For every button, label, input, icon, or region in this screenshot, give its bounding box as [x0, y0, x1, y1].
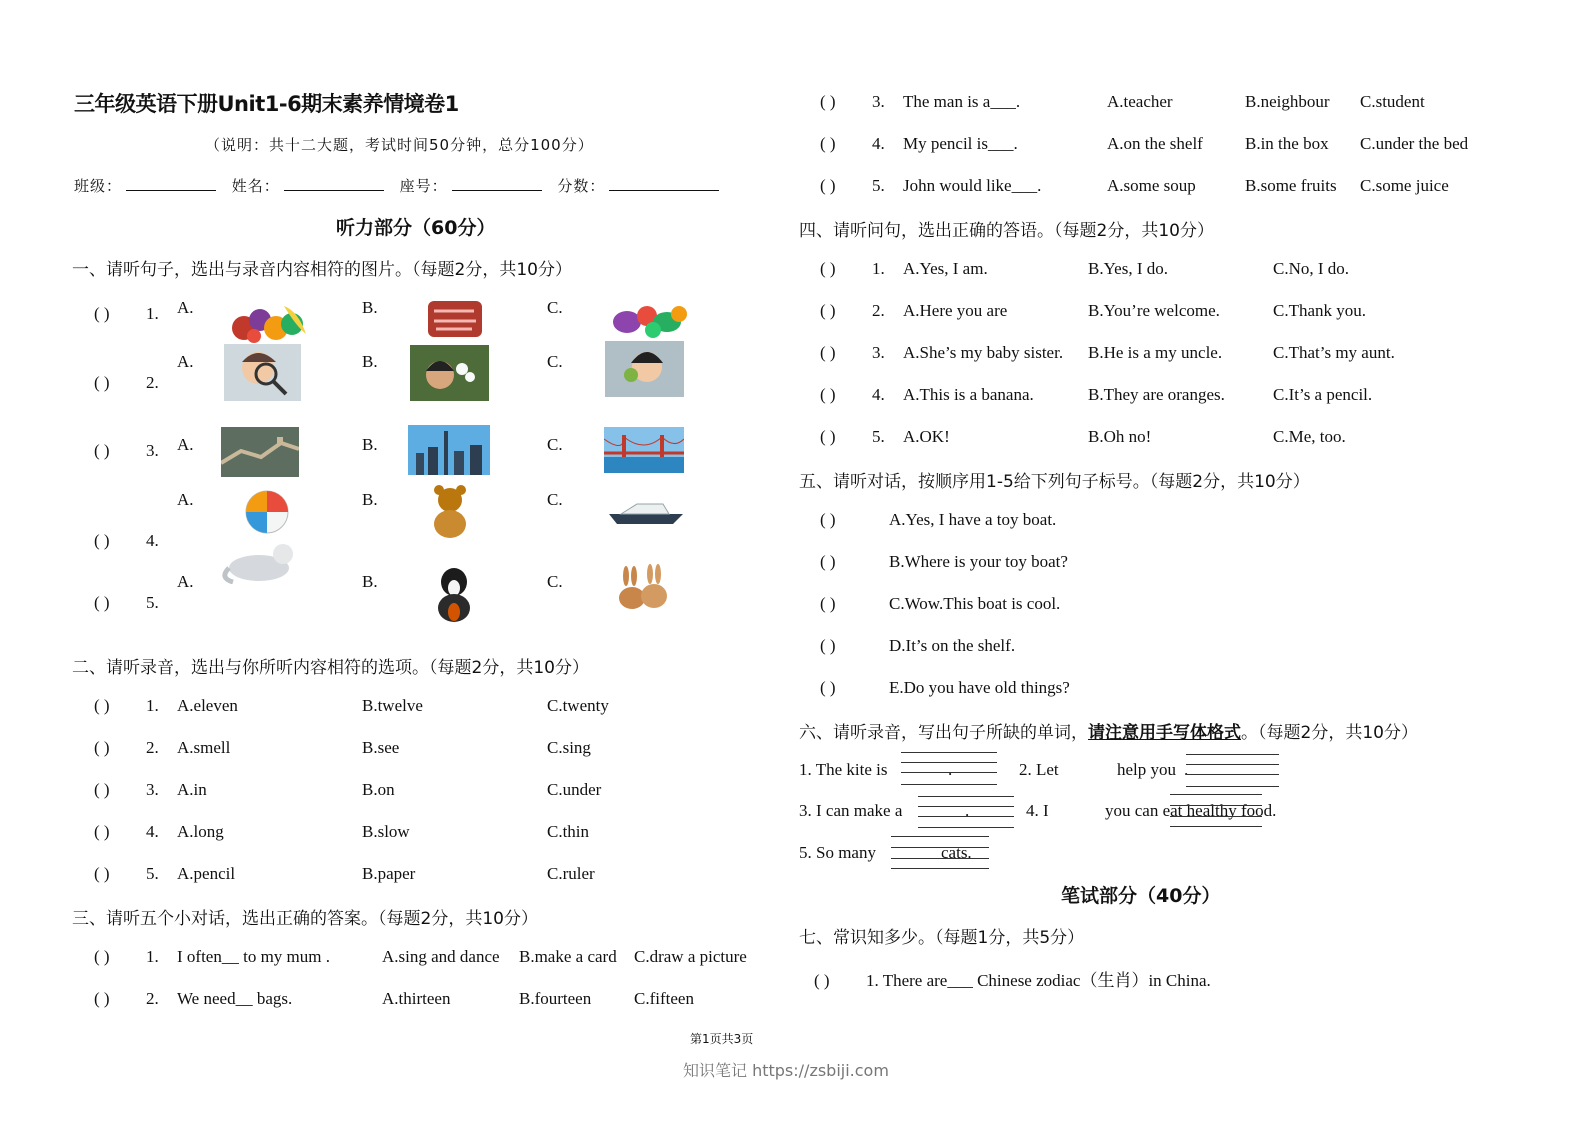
sec3-q5: ( ) 5.	[820, 176, 885, 195]
sec6-s1-line	[901, 752, 997, 753]
sec1-q1-opt-c: C.	[547, 298, 563, 317]
sec4-q1: ( ) 1.	[820, 259, 885, 278]
sec4-q1-c: C.No, I do.	[1273, 259, 1350, 278]
rabbits-image	[612, 564, 672, 612]
meat-image	[424, 291, 486, 341]
sec3-q5-a: A.some soup	[1107, 176, 1196, 195]
sec3-q3-c: C.student	[1360, 92, 1425, 111]
sec6-s2-label-b: help you	[1117, 760, 1177, 779]
sec4-q2-b: B.You’re welcome.	[1088, 301, 1220, 320]
sec6-s2-line	[1186, 764, 1279, 765]
sec4-q4-c: C.It’s a pencil.	[1273, 385, 1373, 404]
sec3-q3-text: The man is a___.	[903, 92, 1021, 111]
sec6-s4-label-b: you can eat healthy food.	[1105, 801, 1277, 820]
sec6-s2-period: .	[1184, 760, 1189, 779]
sec4-q3: ( ) 3.	[820, 343, 885, 362]
sec3-q2: ( ) 2.	[94, 989, 159, 1008]
teddy-bear-image	[423, 484, 477, 540]
sec6-s3-line	[918, 806, 1014, 807]
sec4-q3-a: A.She’s my baby sister.	[903, 343, 1064, 362]
sec6-s3-line	[918, 796, 1014, 797]
sec6-s3-line[interactable]	[918, 816, 1014, 817]
sec6-s5-line	[891, 847, 989, 848]
sec2-q1-c: C.twenty	[547, 696, 609, 715]
sec2-q2: ( ) 2.	[94, 738, 159, 757]
city-skyline-image	[408, 425, 490, 475]
sec6-s5-line	[891, 868, 989, 869]
sec6-s2-line	[1186, 754, 1279, 755]
sec4-q2-c: C.Thank you.	[1273, 301, 1367, 320]
fruits-image	[226, 296, 312, 344]
sec2-q4-c: C.thin	[547, 822, 590, 841]
section-1-title: 一、请听句子，选出与录音内容相符的图片。（每题2分，共10分）	[72, 260, 572, 280]
sec6-s1-period: .	[948, 760, 953, 779]
sec4-q4-a: A.This is a banana.	[903, 385, 1034, 404]
sec6-s5-line[interactable]	[891, 858, 989, 859]
sec6-s3-label: 3. I can make a	[799, 801, 903, 820]
sec1-q2: ( ) 2.	[94, 373, 159, 392]
sec5-item-b: ( ) B.Where is your toy boat?	[820, 552, 1068, 571]
section-6-title: 六、请听录音，写出句子所缺的单词，请注意用手写体格式。（每题2分，共10分）	[799, 723, 1418, 743]
site-watermark: 知识笔记 https://zsbiji.com	[683, 1061, 889, 1080]
sec6-s4-line	[1170, 805, 1262, 806]
sec2-q5-b: B.paper	[362, 864, 416, 883]
sec2-q4-b: B.slow	[362, 822, 410, 841]
sec4-q5-a: A.OK!	[903, 427, 950, 446]
sec1-q4-opt-b: B.	[362, 490, 378, 509]
sec3-q4-a: A.on the shelf	[1107, 134, 1203, 153]
sec6-s2-line[interactable]	[1186, 774, 1279, 775]
sec3-q4: ( ) 4.	[820, 134, 885, 153]
section-7-title: 七、常识知多少。（每题1分，共5分）	[799, 928, 1085, 948]
great-wall-image	[221, 427, 299, 477]
sec2-q2-b: B.see	[362, 738, 400, 757]
sec4-q2-a: A.Here you are	[903, 301, 1008, 320]
sec4-q3-c: C.That’s my aunt.	[1273, 343, 1395, 362]
sec3-q3: ( ) 3.	[820, 92, 885, 111]
sec2-q1-b: B.twelve	[362, 696, 423, 715]
sec3-q2-b: B.fourteen	[519, 989, 592, 1008]
sec3-q4-c: C.under the bed	[1360, 134, 1469, 153]
sec1-q4-opt-a: A.	[177, 490, 194, 509]
sec6-s1-line[interactable]	[901, 772, 997, 773]
seat-label: 座号：	[399, 177, 448, 195]
sec3-q1-text: I often__ to my mum .	[177, 947, 330, 966]
class-label: 班级：	[74, 177, 123, 195]
sec2-q2-c: C.sing	[547, 738, 591, 757]
score-label: 分数：	[557, 177, 606, 195]
sec6-s3-line	[918, 827, 1014, 828]
sec2-q1-a: A.eleven	[177, 696, 238, 715]
sec5-item-e: ( ) E.Do you have old things?	[820, 678, 1070, 697]
sec3-q4-b: B.in the box	[1245, 134, 1329, 153]
sec6-s3-period: .	[965, 801, 970, 820]
sec6-s1-label: 1. The kite is	[799, 760, 888, 779]
sec2-q3-b: B.on	[362, 780, 395, 799]
section-2-title: 二、请听录音，选出与你所听内容相符的选项。（每题2分，共10分）	[72, 658, 589, 678]
sec1-q1-opt-b: B.	[362, 298, 378, 317]
sec3-q4-text: My pencil is___.	[903, 134, 1018, 153]
seat-field[interactable]	[452, 176, 542, 191]
boy-magnifier-image	[224, 344, 301, 401]
class-field[interactable]	[126, 176, 216, 191]
sec3-q3-b: B.neighbour	[1245, 92, 1330, 111]
sec3-q2-c: C.fifteen	[634, 989, 694, 1008]
dog-image	[428, 564, 482, 624]
student-info-line	[74, 175, 729, 196]
sec6-s5-label: 5. So many	[799, 843, 876, 862]
sec4-q1-a: A.Yes, I am.	[903, 259, 988, 278]
sec1-q5-opt-a: A.	[177, 572, 194, 591]
golden-gate-bridge-image	[604, 427, 684, 473]
sec4-q1-b: B.Yes, I do.	[1088, 259, 1168, 278]
sec3-q2-a: A.thirteen	[382, 989, 451, 1008]
sec6-s4-line	[1170, 826, 1262, 827]
sec7-q1: ( ) 1. There are___ Chinese zodiac（生肖）in China.	[814, 971, 1211, 990]
sec1-q4-opt-c: C.	[547, 490, 563, 509]
score-field[interactable]	[609, 176, 719, 191]
sec5-item-d: ( ) D.It’s on the shelf.	[820, 636, 1016, 655]
sec1-q1-opt-a: A.	[177, 298, 194, 317]
name-label: 姓名：	[231, 177, 280, 195]
girl-smell-flower-image	[410, 345, 489, 401]
sec2-q4-a: A.long	[177, 822, 224, 841]
sec2-q2-a: A.smell	[177, 738, 231, 757]
sec3-q5-b: B.some fruits	[1245, 176, 1337, 195]
sec2-q3-a: A.in	[177, 780, 207, 799]
sec1-q4: ( ) 4.	[94, 531, 159, 550]
sec6-s4-line	[1170, 794, 1262, 795]
cat-image	[219, 538, 299, 584]
vegetables-image	[607, 296, 689, 340]
sec4-q5-c: C.Me, too.	[1273, 427, 1346, 446]
sec3-q1: ( ) 1.	[94, 947, 159, 966]
sec1-q2-opt-a: A.	[177, 352, 194, 371]
page-number: 第1页共3页	[690, 1032, 754, 1046]
sec5-item-a: ( ) A.Yes, I have a toy boat.	[820, 510, 1057, 529]
sec1-q3-opt-a: A.	[177, 435, 194, 454]
sec2-q5-c: C.ruler	[547, 864, 595, 883]
sec6-s4-label-a: 4. I	[1026, 801, 1049, 820]
girl-eat-apple-image	[605, 341, 684, 397]
toy-boat-image	[607, 498, 685, 528]
sec6-s5-line	[891, 836, 989, 837]
sec6-s2-label-a: 2. Let	[1019, 760, 1059, 779]
beach-ball-image	[244, 489, 290, 535]
writing-part-title: 笔试部分（40分）	[1061, 885, 1221, 907]
name-field[interactable]	[284, 176, 384, 191]
listening-part-title: 听力部分（60分）	[336, 217, 496, 239]
sec1-q3-opt-c: C.	[547, 435, 563, 454]
sec3-q1-a: A.sing and dance	[382, 947, 500, 966]
sec1-q2-opt-c: C.	[547, 352, 563, 371]
sec3-q2-text: We need__ bags.	[177, 989, 293, 1008]
sec5-item-c: ( ) C.Wow.This boat is cool.	[820, 594, 1061, 613]
sec1-q3-opt-b: B.	[362, 435, 378, 454]
sec1-q3: ( ) 3.	[94, 441, 159, 460]
sec4-q5: ( ) 5.	[820, 427, 885, 446]
sec2-q4: ( ) 4.	[94, 822, 159, 841]
section-4-title: 四、请听问句，选出正确的答语。（每题2分，共10分）	[799, 221, 1214, 241]
sec4-q4-b: B.They are oranges.	[1088, 385, 1225, 404]
section-5-title: 五、请听对话，按顺序用1-5给下列句子标号。（每题2分，共10分）	[799, 472, 1310, 492]
sec2-q5-a: A.pencil	[177, 864, 236, 883]
sec2-q1: ( ) 1.	[94, 696, 159, 715]
sec2-q3-c: C.under	[547, 780, 602, 799]
handwriting-note: 请注意用手写体格式	[1088, 723, 1241, 743]
sec1-q2-opt-b: B.	[362, 352, 378, 371]
sec6-s1-line	[901, 784, 997, 785]
sec1-q5-opt-c: C.	[547, 572, 563, 591]
sec4-q4: ( ) 4.	[820, 385, 885, 404]
sec1-q5: ( ) 5.	[94, 593, 159, 612]
sec6-s1-line	[901, 762, 997, 763]
sec4-q2: ( ) 2.	[820, 301, 885, 320]
exam-note: （说明：共十二大题，考试时间50分钟，总分100分）	[205, 136, 594, 154]
sec3-q5-c: C.some juice	[1360, 176, 1449, 195]
sec3-q1-b: B.make a card	[519, 947, 617, 966]
sec2-q5: ( ) 5.	[94, 864, 159, 883]
sec4-q5-b: B.Oh no!	[1088, 427, 1152, 446]
sec4-q3-b: B.He is a my uncle.	[1088, 343, 1223, 362]
sec1-q1: ( ) 1.	[94, 304, 159, 323]
sec2-q3: ( ) 3.	[94, 780, 159, 799]
sec6-s4-line[interactable]	[1170, 816, 1262, 817]
sec1-q5-opt-b: B.	[362, 572, 378, 591]
page-title: 三年级英语下册Unit1-6期末素养情境卷1	[74, 92, 459, 116]
sec6-s5-end: cats.	[941, 843, 972, 862]
sec6-s2-line	[1186, 786, 1279, 787]
sec3-q3-a: A.teacher	[1107, 92, 1173, 111]
sec3-q5-text: John would like___.	[903, 176, 1042, 195]
sec3-q1-c: C.draw a picture	[634, 947, 747, 966]
section-3-title: 三、请听五个小对话，选出正确的答案。（每题2分，共10分）	[72, 909, 538, 929]
